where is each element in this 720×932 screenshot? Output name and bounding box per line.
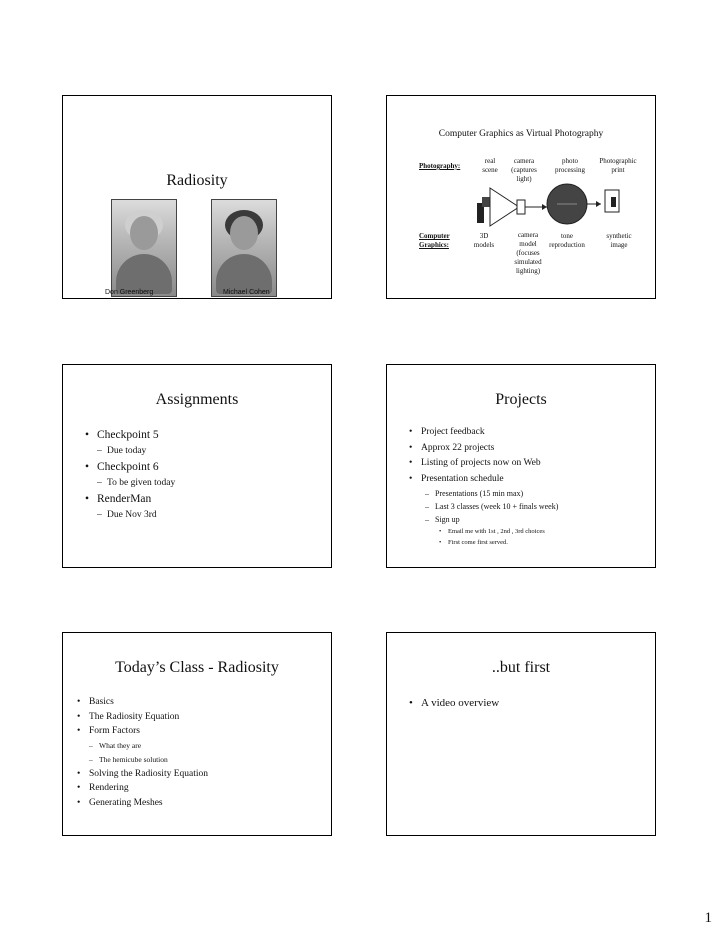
slide-but-first [386,632,656,836]
slide-title: Today’s Class - Radiosity [115,659,279,676]
list-item: • Checkpoint 5 – Due today [85,427,175,459]
photo-don-greenberg [111,199,177,297]
but-first-list [409,695,499,711]
camera-body-icon [517,200,525,214]
todays-class-list [77,695,208,810]
photo-processing-label: photo processing [555,157,585,174]
list-subsubitem: • First come first served. [439,537,558,548]
list-item: • Rendering [77,781,208,796]
assignments-list [85,427,175,523]
photography-label: Photography: [419,162,461,170]
3d-models-label: 3D models [473,232,495,249]
tone-reproduction-label: tone reproduction [549,232,585,249]
list-item: • Listing of projects now on Web [409,456,558,472]
list-subitem: – Due today [97,443,175,459]
list-item: • RenderMan – Due Nov 3rd [85,491,175,523]
list-item: • Approx 22 projects [409,441,558,457]
slide-assignments [62,364,332,568]
real-scene-label: real scene [482,157,498,174]
list-item: • Generating Meshes [77,796,208,811]
photo-michael-cohen [211,199,277,297]
list-item: • Project feedback [409,425,558,441]
page-number: 1 [704,910,712,926]
camera-captures-label: camera (captures light) [511,157,537,183]
slide-title: Assignments [155,391,239,408]
synthetic-image-label: synthetic image [606,232,632,249]
slide-title: Projects [495,391,547,408]
list-item: • Solving the Radiosity Equation [77,767,208,782]
list-item: • Presentation schedule – Presentations (15 min max) – Last 3 classes (week 10 + finals week) – Sign up • Email me with 1st , 2nd , 3rd choices • First come first served. [409,472,558,549]
slide-radiosity [62,95,332,299]
list-item: • The Radiosity Equation [77,710,208,725]
list-subitem: – To be given today [97,475,175,491]
list-item: • Basics [77,695,208,710]
caption-michael-cohen: Michael Cohen [223,289,270,296]
camera-cone-icon [490,188,519,226]
list-item: • Form Factors – What they are – The hemicube solution [77,724,208,767]
camera-model-label: camera model (focuses simulated lighting) [514,231,542,275]
caption-don-greenberg: Don Greenberg [105,289,154,296]
slide-title: Computer Graphics as Virtual Photography [438,129,604,139]
slide-todays-class [62,632,332,836]
slide-title: Radiosity [166,172,228,189]
photographic-print-label: Photographic print [599,157,637,174]
computer-graphics-label: Computer Graphics: [419,232,450,249]
list-subitem: – Presentations (15 min max) [425,487,558,500]
list-subitem: – The hemicube solution [89,753,208,767]
list-item: • Checkpoint 6 – To be given today [85,459,175,491]
projects-list [409,425,558,548]
list-subitem: – Due Nov 3rd [97,507,175,523]
list-subitem: – What they are [89,739,208,753]
list-item: • A video overview [409,695,499,711]
list-subsubitem: • Email me with 1st , 2nd , 3rd choices [439,526,558,537]
scene-object-icon [482,197,490,207]
slide-virtual-photography [386,95,656,299]
slide-title: ..but first [491,659,551,676]
list-subitem: – Last 3 classes (week 10 + finals week) [425,500,558,513]
list-subitem: – Sign up • Email me with 1st , 2nd , 3rd choices • First come first served. [425,513,558,548]
slide-projects [386,364,656,568]
